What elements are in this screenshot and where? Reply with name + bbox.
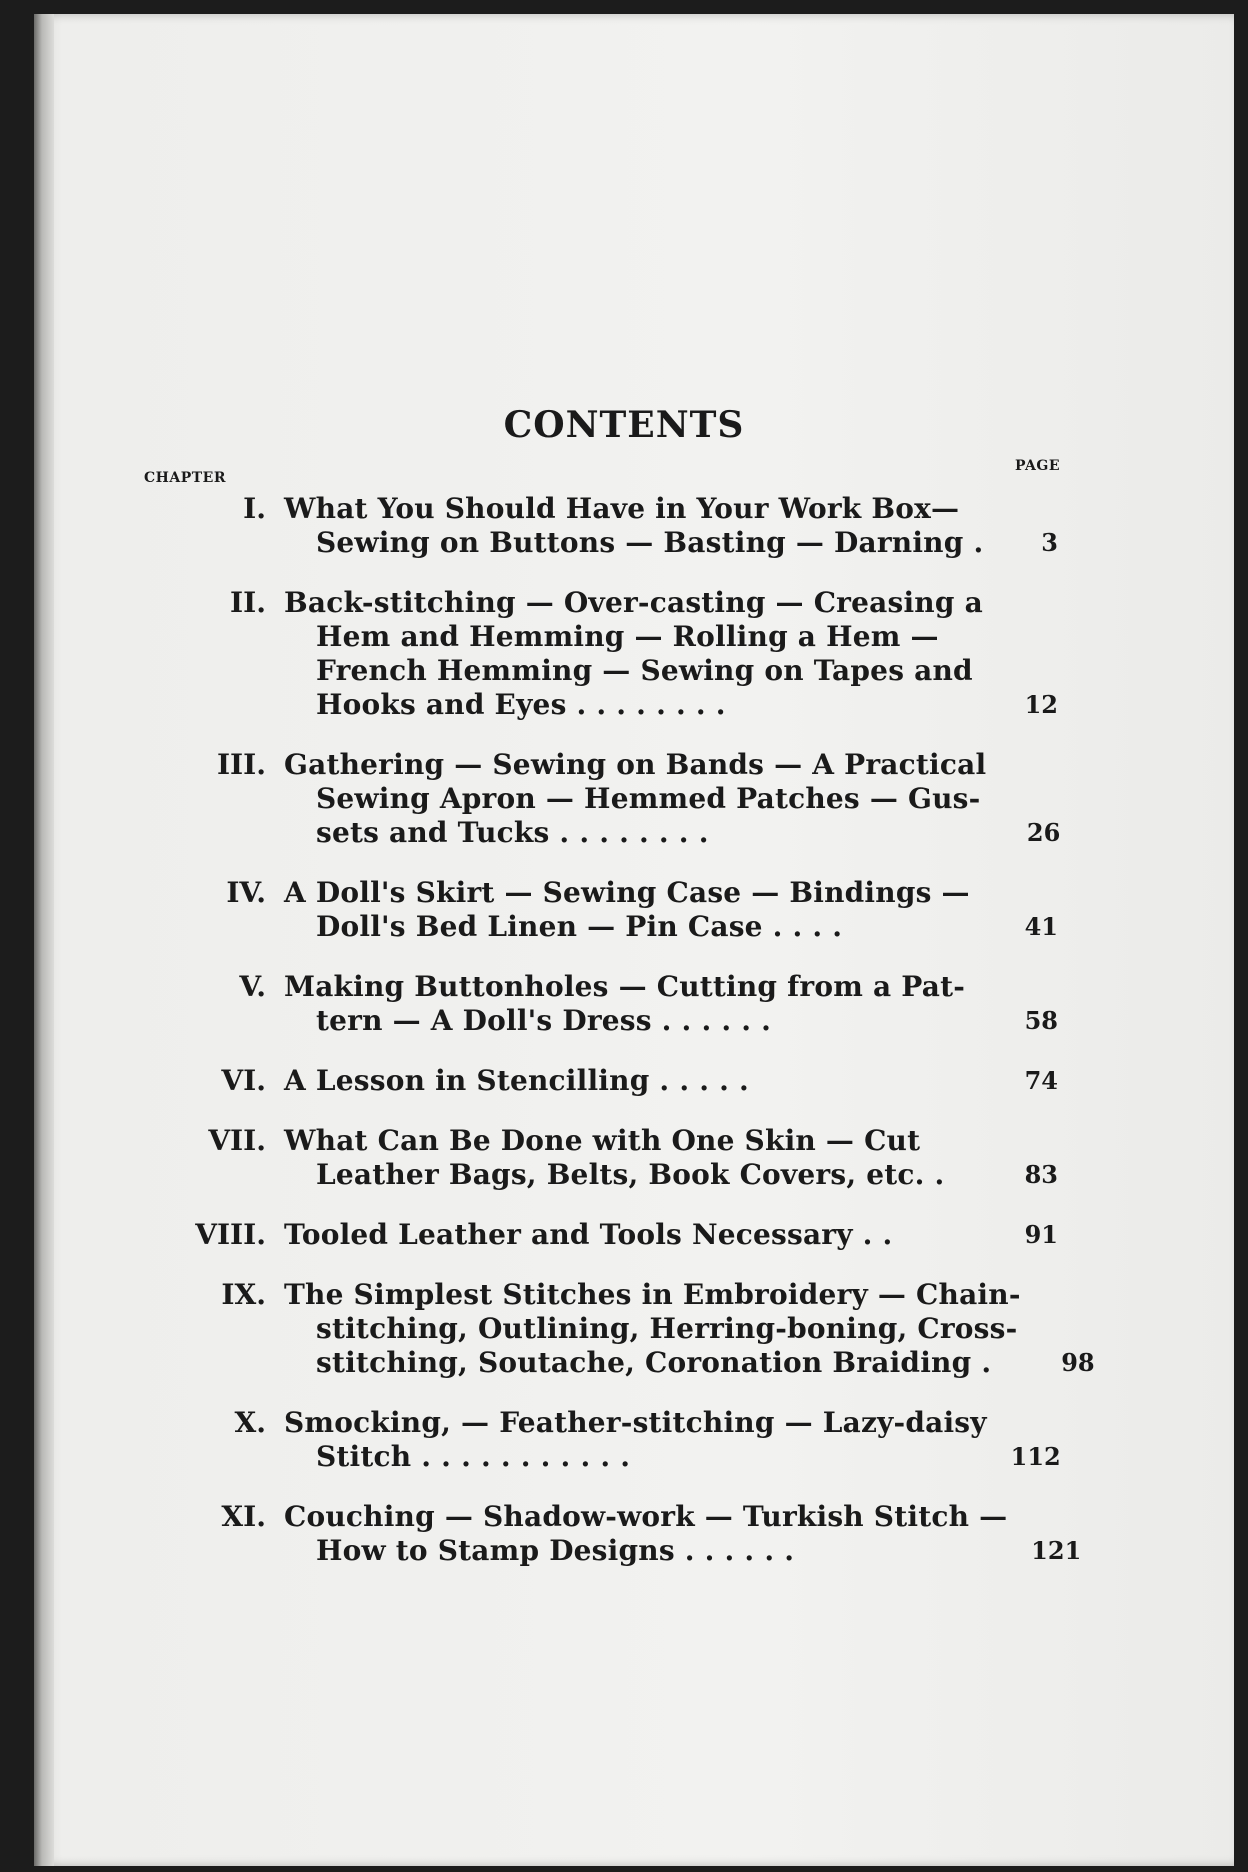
chapter-title-line: Sewing Apron — Hemmed Patches — Gus- [316,782,981,815]
chapter-title-line: stitching, Outlining, Herring-boning, Cross- [316,1312,1018,1345]
chapter-numeral: III. [216,748,266,781]
chapter-title [284,1124,984,1192]
chapter-title [284,1500,1007,1568]
chapter-title-line: French Hemming — Sewing on Tapes and [316,654,973,687]
book-page [34,14,1234,1866]
toc-entry [144,1406,1064,1474]
contents-section [144,404,1095,1594]
chapter-title-line: Stitch . . . . . . . . . . . [316,1440,631,1473]
chapter-page-number: 121 [1031,1536,1082,1565]
contents-title: CONTENTS [503,404,745,446]
chapter-title [284,1218,984,1252]
chapter-page-number: 41 [1024,912,1058,941]
chapter-title-line: Tooled Leather and Tools Necessary . . [284,1218,893,1251]
chapter-column-label: CHAPTER [144,470,226,486]
chapter-numeral: X. [234,1406,266,1439]
toc-entry [144,748,1064,850]
chapter-title-line: Smocking, — Feather-stitching — Lazy-daisy [284,1406,987,1439]
chapter-title-line: Couching — Shadow-work — Turkish Stitch — [284,1500,1008,1533]
chapter-title-line: The Simplest Stitches in Embroidery — Chain- [284,1278,1021,1311]
column-headings [144,458,1064,486]
chapter-page-number: 112 [1010,1442,1061,1471]
page-column-label: PAGE [1015,458,1060,474]
toc-entry [144,876,1064,944]
chapter-title-line: stitching, Soutache, Coronation Braiding . [316,1346,992,1379]
chapter-page-number: 58 [1024,1006,1058,1035]
chapter-title [284,970,984,1038]
chapter-page-number: 74 [1024,1066,1058,1095]
chapter-numeral: IV. [226,876,266,909]
toc-entry [144,970,1064,1038]
chapter-title-line: tern — A Doll's Dress . . . . . . [316,1004,772,1037]
toc-entry [144,1278,1095,1380]
toc-entry [144,586,1064,722]
chapter-title-line: Back-stitching — Over-casting — Creasing a [284,586,983,619]
chapter-title [284,1278,1021,1380]
chapter-page-number: 26 [1026,818,1061,847]
toc-entry [144,492,1064,560]
chapter-title-line: How to Stamp Designs . . . . . . [316,1534,795,1567]
chapter-title [284,876,984,944]
chapter-title [284,1064,984,1098]
chapter-title-line: What You Should Have in Your Work Box— [284,492,960,525]
chapter-numeral: VI. [221,1064,266,1097]
chapter-title-line: Doll's Bed Linen — Pin Case . . . . [316,910,843,943]
toc-entry [144,1124,1064,1192]
chapter-title-line: Gathering — Sewing on Bands — A Practical [284,748,987,781]
chapter-title-line: Sewing on Buttons — Basting — Darning . [316,526,984,559]
chapter-title-line: sets and Tucks . . . . . . . . [316,816,709,849]
chapter-title-line: Leather Bags, Belts, Book Covers, etc. . [316,1158,945,1191]
chapter-page-number: 98 [1061,1348,1095,1377]
chapter-numeral: IX. [221,1278,266,1311]
table-of-contents [144,492,1095,1568]
chapter-title [284,1406,987,1474]
chapter-title-line: Making Buttonholes — Cutting from a Pat- [284,970,966,1003]
chapter-title-line: A Lesson in Stencilling . . . . . [284,1064,749,1097]
chapter-title [284,748,986,850]
chapter-title-line: What Can Be Done with One Skin — Cut [284,1124,921,1157]
chapter-title-line: Hem and Hemming — Rolling a Hem — [316,620,939,653]
chapter-numeral: VIII. [195,1218,266,1251]
toc-entry [144,1064,1064,1098]
chapter-numeral: I. [243,492,266,525]
chapter-title-line: Hooks and Eyes . . . . . . . . [316,688,726,721]
chapter-numeral: VII. [208,1124,266,1157]
chapter-numeral: XI. [221,1500,266,1533]
chapter-title [284,492,984,560]
chapter-page-number: 91 [1024,1220,1058,1249]
chapter-numeral: II. [230,586,266,619]
toc-entry [144,1218,1064,1252]
chapter-title-line: A Doll's Skirt — Sewing Case — Bindings — [284,876,970,909]
toc-entry [144,1500,1082,1568]
chapter-page-number: 12 [1024,690,1058,719]
chapter-numeral: V. [239,970,266,1003]
chapter-page-number: 83 [1024,1160,1058,1189]
chapter-page-number: 3 [1041,528,1058,557]
chapter-title [284,586,984,722]
page-spine-shadow [34,14,54,1866]
